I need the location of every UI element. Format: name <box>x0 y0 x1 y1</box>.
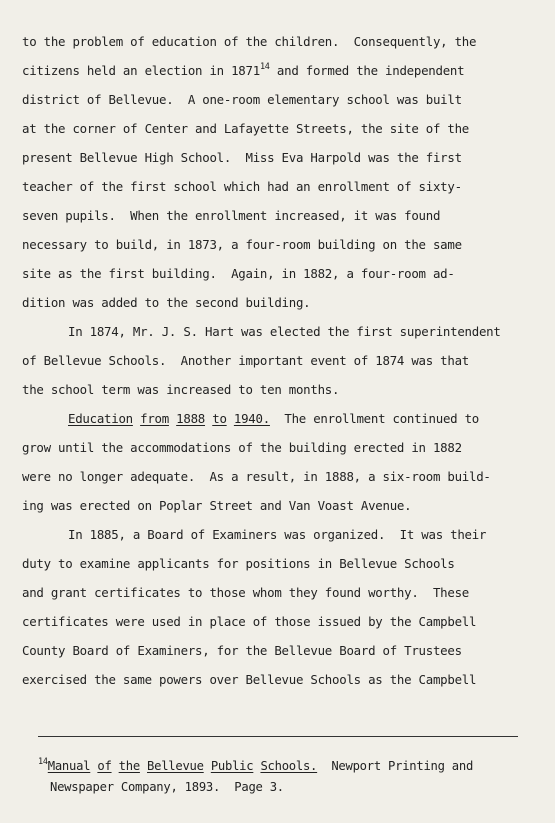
body-line-15: grow until the accommodations of the building erected in 1882 <box>22 440 462 455</box>
footnote-marker: 14 <box>38 757 48 767</box>
body-line-7: seven pupils. When the enrollment increased, it was found <box>22 208 441 223</box>
body-line-13: the school term was increased to ten months. <box>22 382 340 397</box>
footnote-title-word: of <box>97 759 112 773</box>
body-line-12: of Bellevue Schools. Another important event of 1874 was that <box>22 353 470 368</box>
body-line-8: necessary to build, in 1873, a four-room building on the same <box>22 237 462 252</box>
footnote-title-word: Schools. <box>260 759 318 773</box>
footnote-title-word: the <box>118 759 140 773</box>
body-line-21: certificates were used in place of those issued by the Campbell <box>22 614 477 629</box>
body-line-16: were no longer adequate. As a result, in 1888, a six-room build- <box>22 469 491 484</box>
body-line-4: at the corner of Center and Lafayette Streets, the site of the <box>22 121 470 136</box>
heading-word: Education <box>68 411 133 426</box>
footnote-divider <box>38 736 518 737</box>
body-line-2-start: citizens held an election in 1871 <box>22 63 260 78</box>
body-line-3: district of Bellevue. A one-room elementary school was built <box>22 92 462 107</box>
body-line-17: ing was erected on Poplar Street and Van Voast Avenue. <box>22 498 412 513</box>
footnote-line-1 <box>38 758 555 776</box>
footnote-reference: 14 <box>259 62 270 72</box>
heading-word: 1888 <box>176 411 206 426</box>
footnote-title-word: Bellevue <box>147 759 204 773</box>
footnote-line-1-rest: Newport Printing and <box>317 759 474 773</box>
footnote-line-2: Newspaper Company, 1893. Page 3. <box>50 780 284 794</box>
heading-word: 1940. <box>233 411 270 426</box>
heading-word: from <box>140 411 169 426</box>
body-line-2 <box>22 63 555 81</box>
body-line-18: In 1885, a Board of Examiners was organized. It was their <box>68 527 487 542</box>
footnote-title-word: Public <box>210 759 254 773</box>
body-line-11: In 1874, Mr. J. S. Hart was elected the first superintendent <box>68 324 501 339</box>
body-line-2-end: and formed the independent <box>269 63 465 78</box>
body-line-14-rest: The enrollment continued to <box>269 411 480 426</box>
section-heading-line <box>68 411 555 427</box>
body-line-5: present Bellevue High School. Miss Eva Harpold was the first <box>22 150 462 165</box>
body-line-20: and grant certificates to those whom they found worthy. These <box>22 585 470 600</box>
heading-word: to <box>212 411 227 426</box>
body-line-1: to the problem of education of the children. Consequently, the <box>22 34 477 49</box>
body-line-23: exercised the same powers over Bellevue Schools as the Campbell <box>22 672 477 687</box>
body-line-19: duty to examine applicants for positions in Bellevue Schools <box>22 556 455 571</box>
footnote-title-word: Manual <box>47 759 91 773</box>
body-line-6: teacher of the first school which had an enrollment of sixty- <box>22 179 462 194</box>
body-line-9: site as the first building. Again, in 1882, a four-room ad- <box>22 266 455 281</box>
body-line-10: dition was added to the second building. <box>22 295 311 310</box>
body-line-22: County Board of Examiners, for the Bellevue Board of Trustees <box>22 643 462 658</box>
